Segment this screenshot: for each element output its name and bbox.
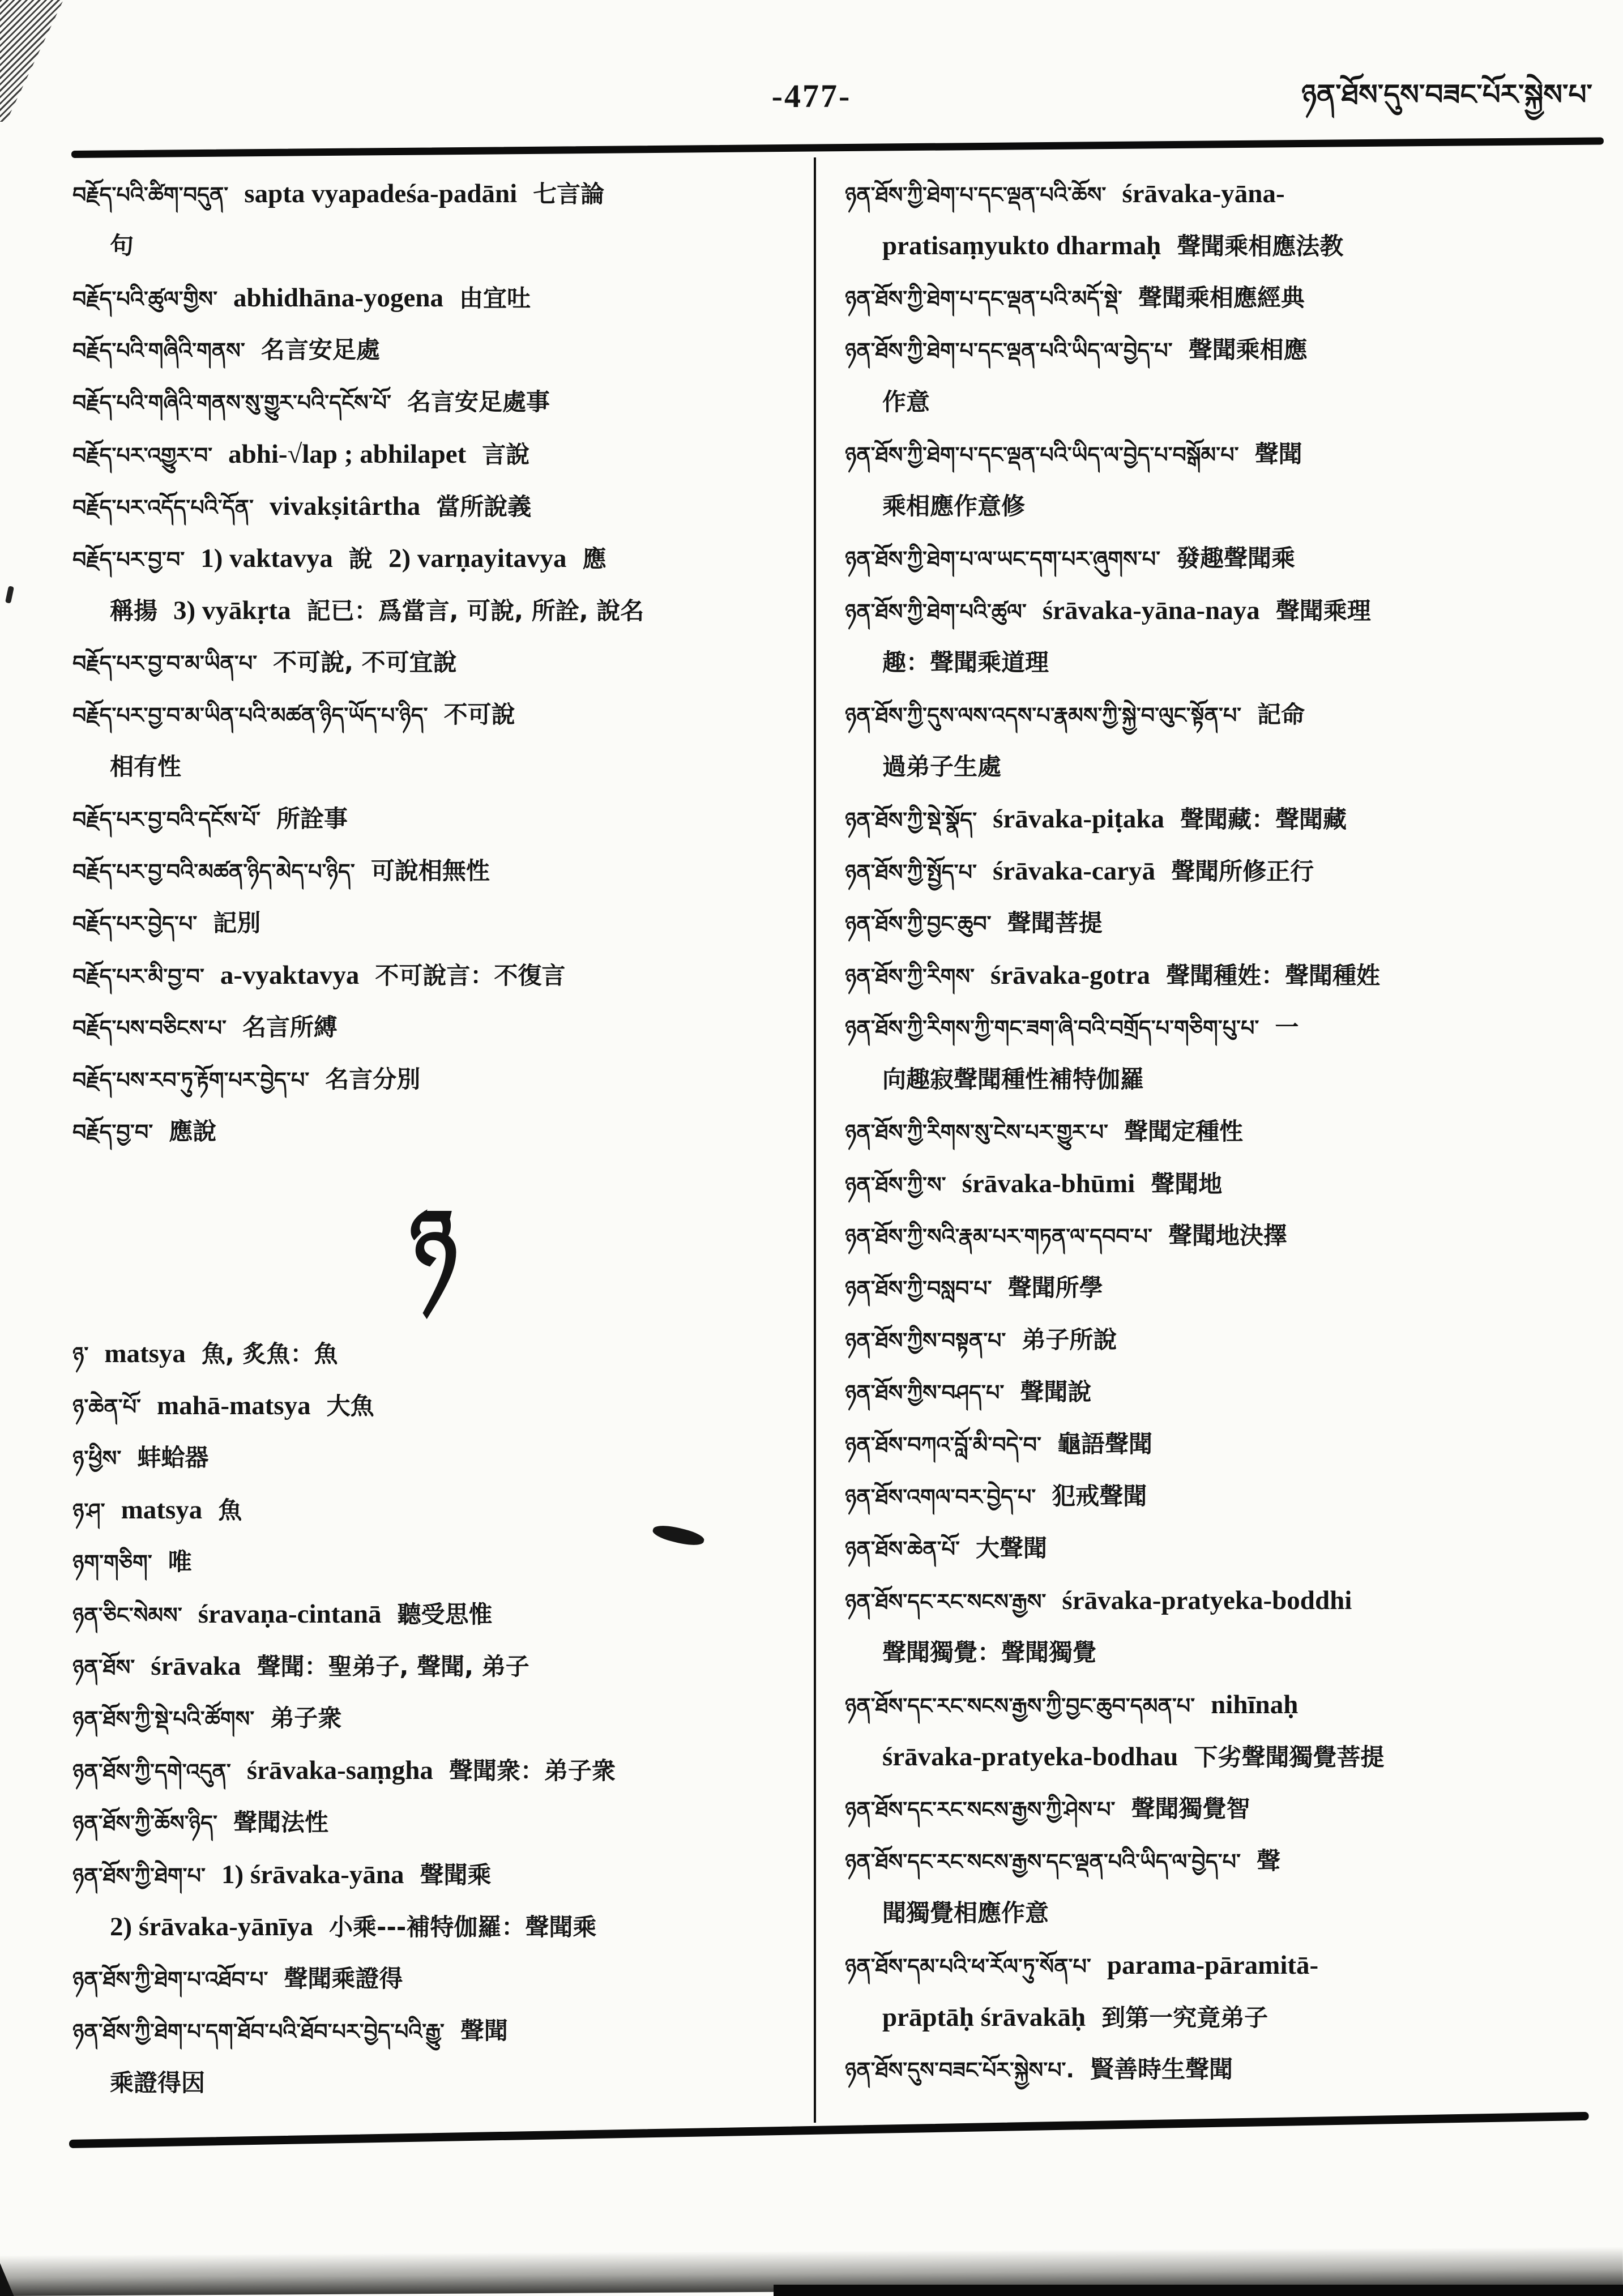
entry-line bbox=[72, 376, 810, 428]
entry-line bbox=[72, 1849, 810, 1901]
entry-line bbox=[72, 1380, 810, 1432]
entry-line bbox=[72, 637, 810, 689]
tibetan-headword: ཉན་ཐོས་ཀྱི་ཐེག་པ་འཐོབ་པ་ bbox=[72, 1967, 268, 1992]
entry-line bbox=[72, 324, 810, 376]
sanskrit-equivalent: śrāvaka-piṭaka bbox=[993, 804, 1165, 834]
entry-line bbox=[845, 1262, 1606, 1314]
chinese-translation: 記命 bbox=[1257, 701, 1305, 728]
chinese-translation: 作意 bbox=[882, 388, 930, 416]
entry-line bbox=[72, 1053, 810, 1106]
chinese-translation: 大魚 bbox=[326, 1392, 374, 1420]
chinese-translation: 聞獨覺相應作意 bbox=[882, 1899, 1049, 1927]
chinese-translation: 應說 bbox=[169, 1117, 217, 1145]
chinese-translation: 七言論 bbox=[533, 180, 605, 208]
entry-line bbox=[845, 949, 1606, 1001]
tibetan-headword: ཉན་ཐོས་ཀྱི་བྱང་ཆུབ་ bbox=[845, 911, 992, 936]
tibetan-headword: ཉན་ཐོས་ཀྱིས་བསྟན་པ་ bbox=[845, 1328, 1006, 1353]
tibetan-headword: ཉན་ཐོས་ཀྱི་སྡེ་པའི་ཚོགས་ bbox=[72, 1706, 255, 1731]
tibetan-headword: ཉ་ཕྱིས་ bbox=[72, 1446, 122, 1471]
tibetan-headword: ཉན་ཐོས་ཀྱི་ཐེག་པ་དང་ལྡན་པའི་མདོ་སྡེ་ bbox=[845, 286, 1122, 311]
chinese-translation: 記別 bbox=[213, 909, 261, 937]
entry-line bbox=[72, 1953, 810, 2005]
tibetan-headword: ཉན་ཐོས་ཀྱི་སྡེ་སྣོད་ bbox=[845, 808, 977, 833]
sanskrit-equivalent: 3) vyākṛta bbox=[173, 596, 291, 625]
entry-line bbox=[72, 741, 810, 793]
entry-line bbox=[845, 532, 1606, 584]
chinese-translation: 記已：爲當言, 可說, 所詮, 說名 bbox=[306, 597, 644, 625]
header-rule bbox=[71, 137, 1604, 158]
sanskrit-equivalent: śrāvaka bbox=[151, 1651, 241, 1681]
tibetan-headword: ཉན་ཐོས་ཀྱི་ས་ bbox=[845, 1172, 946, 1197]
chinese-translation: 聲聞所學 bbox=[1007, 1274, 1103, 1301]
sanskrit-equivalent: parama-pāramitā- bbox=[1107, 1951, 1319, 1980]
chinese-translation: 聲聞說 bbox=[1020, 1378, 1092, 1406]
running-head-tibetan: ཉན་ཐོས་དུས་བཟང་པོར་སྐྱེས་པ་ bbox=[1301, 78, 1592, 111]
tibetan-headword: བརྗོད་པར་བྱ་བ་ bbox=[72, 547, 185, 572]
tibetan-headword: བརྗོད་པར་འགྱུར་བ་ bbox=[72, 443, 213, 468]
chinese-translation: 不可說, 不可宜說 bbox=[273, 648, 457, 676]
tibetan-headword: ཉ་ bbox=[72, 1342, 89, 1367]
chinese-translation: 大聲聞 bbox=[975, 1534, 1047, 1562]
sanskrit-equivalent: mahā-matsya bbox=[157, 1391, 311, 1420]
tibetan-headword: ཉན་ཐོས་དང་རང་སངས་རྒྱས་ཀྱི་བྱང་ཆུབ་དམན་པ་ bbox=[845, 1693, 1195, 1718]
chinese-translation: 可說相無性 bbox=[370, 857, 490, 885]
sanskrit-equivalent: 2) śrāvaka-yānīya bbox=[110, 1912, 314, 1941]
chinese-translation: 下劣聲聞獨覺菩提 bbox=[1194, 1743, 1385, 1771]
page-number: -477- bbox=[771, 78, 852, 114]
sanskrit-equivalent: śrāvaka-pratyeka-boddhi bbox=[1062, 1586, 1352, 1615]
chinese-translation: 當所說義 bbox=[436, 493, 532, 520]
entry-line bbox=[72, 2057, 810, 2109]
tibetan-headword: ཉན་ཐོས་ཀྱི་ཐེག་པ་ bbox=[72, 1863, 206, 1888]
tibetan-headword: ཉན་ཐོས་བཀའ་བློ་མི་བདེ་བ་ bbox=[845, 1432, 1041, 1457]
tibetan-headword: བརྗོད་པར་བྱེད་པ་ bbox=[72, 911, 198, 936]
entry-line bbox=[72, 1588, 810, 1640]
chinese-translation: 魚, 炙魚：魚 bbox=[201, 1340, 338, 1368]
tibetan-headword: བརྗོད་པར་འདོད་པའི་དོན་ bbox=[72, 495, 254, 520]
entry-line bbox=[845, 1158, 1606, 1210]
tibetan-headword: བརྗོད་པར་བྱ་བ་མ་ཡིན་པའི་མཚན་ཉིད་ཡོད་པ་ཉིད་ bbox=[72, 703, 428, 728]
tibetan-headword: བརྗོད་པའི་གཞིའི་གནས་སུ་གྱུར་པའི་དངོས་པོ་ bbox=[72, 390, 392, 415]
chinese-translation: 聲聞 bbox=[460, 2017, 508, 2045]
chinese-translation: 唯 bbox=[168, 1548, 192, 1576]
entry-line bbox=[845, 1887, 1606, 1939]
chinese-translation: 賢善時生聲聞 bbox=[1090, 2055, 1233, 2083]
entry-line bbox=[845, 1991, 1606, 2043]
sanskrit-equivalent: śrāvaka-gotra bbox=[990, 961, 1150, 990]
entry-line bbox=[845, 1835, 1606, 1887]
entry-line bbox=[845, 1783, 1606, 1835]
chinese-translation: 名言分別 bbox=[325, 1065, 421, 1093]
entry-line bbox=[72, 532, 810, 584]
sanskrit-equivalent: abhi-√lap ; abhilapet bbox=[228, 439, 467, 469]
chinese-translation: 聲聞乘理 bbox=[1275, 597, 1371, 625]
entry-line bbox=[845, 1314, 1606, 1366]
chinese-translation: 聲聞乘 bbox=[420, 1861, 492, 1889]
tibetan-headword: ཉན་ཐོས་ཀྱི་སྤྱོད་པ་ bbox=[845, 860, 977, 885]
entry-line bbox=[845, 793, 1606, 845]
entry-line bbox=[72, 897, 810, 949]
sanskrit-equivalent: matsya bbox=[121, 1495, 203, 1525]
chinese-translation: 聲聞獨覺：聲聞獨覺 bbox=[882, 1638, 1097, 1666]
chinese-translation: 乘證得因 bbox=[110, 2069, 206, 2097]
sanskrit-equivalent: vivakṣitârtha bbox=[269, 492, 421, 521]
tibetan-headword: ཉན་ཐོས་ bbox=[72, 1655, 135, 1680]
tibetan-headword: ཉན་ཅིང་སེམས་ bbox=[72, 1603, 182, 1628]
entry-line bbox=[845, 584, 1606, 637]
tibetan-headword: ཉན་ཐོས་ཀྱི་ཐེག་པ་དག་ཐོབ་པའི་ཐོབ་པར་བྱེད་པའི་རྒྱུ་ bbox=[72, 2019, 445, 2044]
tibetan-headword: བརྗོད་པས་རབ་ཏུ་རྟོག་པར་བྱེད་པ་ bbox=[72, 1068, 310, 1092]
chinese-translation: 應 bbox=[582, 545, 607, 573]
sanskrit-equivalent: śrāvaka-caryā bbox=[992, 856, 1156, 886]
chinese-translation: 聲聞獨覺智 bbox=[1131, 1795, 1250, 1823]
entry-line bbox=[845, 480, 1606, 532]
chinese-translation: 聲聞乘相應經典 bbox=[1138, 284, 1305, 311]
dictionary-column-left bbox=[72, 168, 810, 2109]
entry-line bbox=[845, 741, 1606, 793]
sanskrit-equivalent: abhidhāna-yogena bbox=[233, 283, 443, 313]
sanskrit-equivalent: nihīnaḥ bbox=[1211, 1690, 1299, 1719]
entry-line bbox=[845, 376, 1606, 428]
sanskrit-equivalent: pratisaṃyukto dharmaḥ bbox=[882, 231, 1161, 261]
tibetan-headword: ཉན་ཐོས་ཀྱི་ཐེག་པ་དང་ལྡན་པའི་ཆོས་ bbox=[845, 182, 1107, 207]
entry-line bbox=[845, 689, 1606, 741]
entry-line bbox=[845, 1210, 1606, 1262]
entry-line bbox=[72, 584, 810, 637]
chinese-translation: 聲聞衆：弟子衆 bbox=[449, 1757, 616, 1785]
tibetan-headword: ཉན་ཐོས་ཀྱི་ཆོས་ཉིད་ bbox=[72, 1811, 217, 1836]
scan-artifact-top-left bbox=[0, 0, 63, 122]
chinese-translation: 句 bbox=[110, 232, 134, 259]
entry-line bbox=[72, 480, 810, 532]
chinese-translation: 聲聞菩提 bbox=[1007, 909, 1103, 937]
sanskrit-equivalent: śrāvaka-bhūmi bbox=[962, 1169, 1135, 1198]
tibetan-headword: ཉན་ཐོས་ཀྱི་ཐེག་པ་ལ་ཡང་དག་པར་ཞུགས་པ་ bbox=[845, 547, 1161, 571]
entry-line bbox=[845, 168, 1606, 220]
tibetan-headword: ཉན་ཐོས་འགལ་བར་བྱེད་པ་ bbox=[845, 1484, 1036, 1509]
chinese-translation: 乘相應作意修 bbox=[882, 492, 1026, 520]
chinese-translation: 弟子所說 bbox=[1022, 1326, 1117, 1354]
chinese-translation: 蚌蛤器 bbox=[137, 1444, 209, 1471]
chinese-translation: 聲聞乘證得 bbox=[284, 1965, 403, 1992]
entry-line bbox=[845, 1470, 1606, 1522]
tibetan-headword: བརྗོད་པའི་ཚིག་བདུན་ bbox=[72, 182, 229, 207]
entry-line bbox=[72, 949, 810, 1001]
chinese-translation: 弟子衆 bbox=[270, 1704, 342, 1732]
chinese-translation: 到第一究竟弟子 bbox=[1101, 2004, 1268, 2032]
tibetan-headword: ཉན་ཐོས་དང་རང་སངས་རྒྱས་ bbox=[845, 1589, 1047, 1614]
chinese-translation: 聲聞：聖弟子, 聲聞, 弟子 bbox=[257, 1653, 529, 1680]
entry-line bbox=[72, 1432, 810, 1484]
sanskrit-equivalent: śrāvaka-pratyeka-bodhau bbox=[882, 1742, 1178, 1772]
sanskrit-equivalent: matsya bbox=[104, 1339, 186, 1368]
entry-line bbox=[845, 897, 1606, 949]
chinese-translation: 名言安足處事 bbox=[407, 388, 550, 416]
entry-line bbox=[845, 2043, 1606, 2096]
tibetan-headword: ཉན་ཐོས་དང་རང་སངས་རྒྱས་ཀྱི་ཤེས་པ་ bbox=[845, 1797, 1116, 1822]
tibetan-headword: ཉན་ཐོས་ཀྱི་རིགས་ bbox=[845, 964, 975, 989]
chinese-translation: 聲聞定種性 bbox=[1124, 1117, 1243, 1145]
entry-line bbox=[845, 428, 1606, 480]
entry-line bbox=[845, 324, 1606, 376]
entry-line bbox=[72, 1744, 810, 1796]
chinese-translation: 聲聞藏：聲聞藏 bbox=[1180, 805, 1347, 833]
sanskrit-equivalent: 1) vaktavya bbox=[200, 544, 333, 573]
entry-line bbox=[845, 1001, 1606, 1053]
sanskrit-equivalent: śravaṇa-cintanā bbox=[198, 1599, 382, 1629]
tibetan-headword: བརྗོད་པས་བཅིངས་པ་ bbox=[72, 1015, 227, 1040]
chinese-translation: 所詮事 bbox=[276, 805, 348, 833]
tibetan-headword: བརྗོད་པར་བྱ་བ་མ་ཡིན་པ་ bbox=[72, 651, 258, 676]
entry-line bbox=[845, 1053, 1606, 1106]
tibetan-headword: ཉག་གཅིག་ bbox=[72, 1550, 152, 1575]
tibetan-headword: བརྗོད་པར་མི་བྱ་བ་ bbox=[72, 964, 204, 989]
entry-line bbox=[845, 1939, 1606, 1991]
chinese-translation: 聲聞乘相應法教 bbox=[1177, 232, 1344, 260]
entry-line bbox=[845, 272, 1606, 324]
sanskrit-equivalent: sapta vyapadeśa-padāni bbox=[244, 179, 518, 208]
tibetan-headword: བརྗོད་པའི་གཞིའི་གནས་ bbox=[72, 338, 245, 363]
chinese-translation: 發趣聲聞乘 bbox=[1176, 544, 1296, 572]
entry-line bbox=[845, 1627, 1606, 1679]
chinese-translation: 一 bbox=[1275, 1013, 1299, 1041]
tibetan-headword: ཉན་ཐོས་ཆེན་པོ་ bbox=[845, 1537, 960, 1561]
entry-line bbox=[845, 1574, 1606, 1627]
scan-speck-left-margin bbox=[5, 586, 14, 603]
sanskrit-equivalent: 1) śrāvaka-yāna bbox=[221, 1860, 404, 1889]
sanskrit-equivalent: śrāvaka-yāna- bbox=[1122, 179, 1285, 208]
tibetan-headword: བརྗོད་པར་བྱ་བའི་དངོས་པོ་ bbox=[72, 807, 261, 832]
chinese-translation: 聲聞地決擇 bbox=[1168, 1222, 1288, 1249]
entry-line bbox=[72, 1484, 810, 1536]
sanskrit-equivalent: prāptāḥ śrāvakāḥ bbox=[882, 2003, 1086, 2032]
chinese-translation: 龜語聲聞 bbox=[1057, 1430, 1152, 1458]
chinese-translation: 聲聞地 bbox=[1151, 1170, 1223, 1198]
entry-line bbox=[845, 1418, 1606, 1470]
entry-line bbox=[845, 220, 1606, 272]
entry-line bbox=[72, 845, 810, 897]
entry-line bbox=[72, 1901, 810, 1953]
tibetan-headword: ཉན་ཐོས་ཀྱི་ཐེག་པ་དང་ལྡན་པའི་ཡིད་ལ་བྱེད་པ་བསྒོམ་པ་ bbox=[845, 442, 1239, 467]
tibetan-headword: ཉན་ཐོས་ཀྱི་བསླབ་པ་ bbox=[845, 1276, 992, 1301]
entry-line bbox=[72, 1640, 810, 1692]
sanskrit-equivalent: śrāvaka-yāna-naya bbox=[1042, 596, 1260, 625]
chinese-translation: 犯戒聲聞 bbox=[1052, 1482, 1147, 1510]
chinese-translation: 過弟子生處 bbox=[882, 753, 1002, 780]
tibetan-headword: ཉན་ཐོས་ཀྱི་ཐེག་པའི་ཚུལ་ bbox=[845, 599, 1027, 624]
entry-line bbox=[72, 689, 810, 741]
entry-line bbox=[72, 272, 810, 324]
footer-rule bbox=[69, 2112, 1589, 2148]
chinese-translation: 聲聞種姓：聲聞種姓 bbox=[1166, 962, 1381, 989]
tibetan-headword: ཉན་ཐོས་ཀྱི་དགེ་འདུན་ bbox=[72, 1759, 231, 1784]
entry-line bbox=[845, 637, 1606, 689]
chinese-translation: 聲聞乘相應 bbox=[1188, 336, 1308, 364]
entry-line bbox=[72, 220, 810, 272]
scan-edge-bottom-right bbox=[774, 2285, 1623, 2296]
entry-line bbox=[72, 168, 810, 220]
tibetan-headword: ཉ་ཤ་ bbox=[72, 1499, 105, 1523]
tibetan-headword: ཉ་ཆེན་པོ་ bbox=[72, 1394, 142, 1419]
tibetan-headword: ཉན་ཐོས་ཀྱི་ཐེག་པ་དང་ལྡན་པའི་ཡིད་ལ་བྱེད་པ་ bbox=[845, 338, 1173, 363]
chinese-translation: 聲聞法性 bbox=[233, 1808, 328, 1836]
entry-line bbox=[845, 1366, 1606, 1418]
column-divider bbox=[814, 157, 816, 2123]
entry-line bbox=[72, 793, 810, 845]
entry-line bbox=[845, 1522, 1606, 1574]
tibetan-headword: ཉན་ཐོས་ཀྱི་རིགས་སུ་ངེས་པར་གྱུར་པ་ bbox=[845, 1120, 1108, 1145]
chinese-translation: 名言安足處 bbox=[260, 336, 380, 364]
entry-line bbox=[845, 1679, 1606, 1731]
chinese-translation: 魚 bbox=[218, 1496, 242, 1524]
chinese-translation: 聲 bbox=[1256, 1847, 1280, 1875]
chinese-translation: 聲聞所修正行 bbox=[1171, 857, 1314, 885]
entry-line bbox=[72, 1001, 810, 1053]
chinese-translation: 由宜吐 bbox=[459, 284, 531, 312]
sanskrit-equivalent: śrāvaka-saṃgha bbox=[246, 1756, 433, 1785]
tibetan-headword: བརྗོད་བྱ་བ་ bbox=[72, 1120, 153, 1145]
entry-line bbox=[72, 1692, 810, 1744]
tibetan-headword: ཉན་ཐོས་དང་རང་སངས་རྒྱས་དང་ལྡན་པའི་ཡིད་ལ་བྱེད་པ་ bbox=[845, 1849, 1241, 1874]
entry-line bbox=[845, 845, 1606, 897]
sanskrit-equivalent: a-vyaktavya bbox=[220, 961, 360, 990]
tibetan-headword: ཉན་ཐོས་ཀྱི་དུས་ལས་འདས་པ་རྣམས་ཀྱི་སྐྱེ་བ་ལུང་སྟོན་པ་ bbox=[845, 703, 1242, 728]
entry-line bbox=[72, 1328, 810, 1380]
chinese-translation: 向趣寂聲聞種性補特伽羅 bbox=[882, 1065, 1144, 1093]
chinese-translation: 稱揚 bbox=[110, 597, 158, 625]
entry-line bbox=[72, 1106, 810, 1158]
chinese-translation: 言說 bbox=[482, 441, 530, 468]
section-letter bbox=[72, 1158, 810, 1328]
entry-line bbox=[72, 1796, 810, 1849]
chinese-translation: 名言所縛 bbox=[242, 1013, 338, 1041]
chinese-translation: 不可說言：不復言 bbox=[375, 962, 566, 989]
entry-line bbox=[72, 428, 810, 480]
tibetan-headword: ཉན་ཐོས་ཀྱི་རིགས་ཀྱི་གང་ཟག་ཞི་བའི་བགྲོད་པ་གཅིག་པུ་པ་ bbox=[845, 1015, 1259, 1040]
chinese-translation: 說 bbox=[348, 545, 373, 573]
chinese-translation: 聲聞 bbox=[1254, 440, 1302, 468]
tibetan-headword: ཉན་ཐོས་ཀྱི་སའི་རྣམ་པར་གཏན་ལ་དབབ་པ་ bbox=[845, 1224, 1153, 1249]
entry-line bbox=[845, 1731, 1606, 1783]
tibetan-headword: ཉ bbox=[409, 1189, 458, 1295]
chinese-translation: 聽受思惟 bbox=[397, 1601, 493, 1628]
sanskrit-equivalent: 2) varṇayitavya bbox=[388, 544, 567, 573]
chinese-translation: 相有性 bbox=[110, 753, 182, 780]
chinese-translation: 趣：聲聞乘道理 bbox=[882, 648, 1049, 676]
entry-line bbox=[72, 2005, 810, 2057]
tibetan-headword: ཉན་ཐོས་དུས་བཟང་པོར་སྐྱེས་པ་. bbox=[845, 2058, 1074, 2082]
chinese-translation: 不可說 bbox=[443, 701, 515, 728]
tibetan-headword: ཉན་ཐོས་དམ་པའི་ཕ་རོལ་ཏུ་སོན་པ་ bbox=[845, 1954, 1091, 1979]
chinese-translation: 小乘---補特伽羅：聲聞乘 bbox=[329, 1913, 597, 1941]
tibetan-headword: ཉན་ཐོས་ཀྱིས་བཤད་པ་ bbox=[845, 1380, 1005, 1405]
tibetan-headword: བརྗོད་པའི་ཚུལ་གྱིས་ bbox=[72, 287, 218, 311]
entry-line bbox=[845, 1106, 1606, 1158]
dictionary-column-right bbox=[845, 168, 1606, 2096]
tibetan-headword: བརྗོད་པར་བྱ་བའི་མཚན་ཉིད་མེད་པ་ཉིད་ bbox=[72, 859, 355, 884]
